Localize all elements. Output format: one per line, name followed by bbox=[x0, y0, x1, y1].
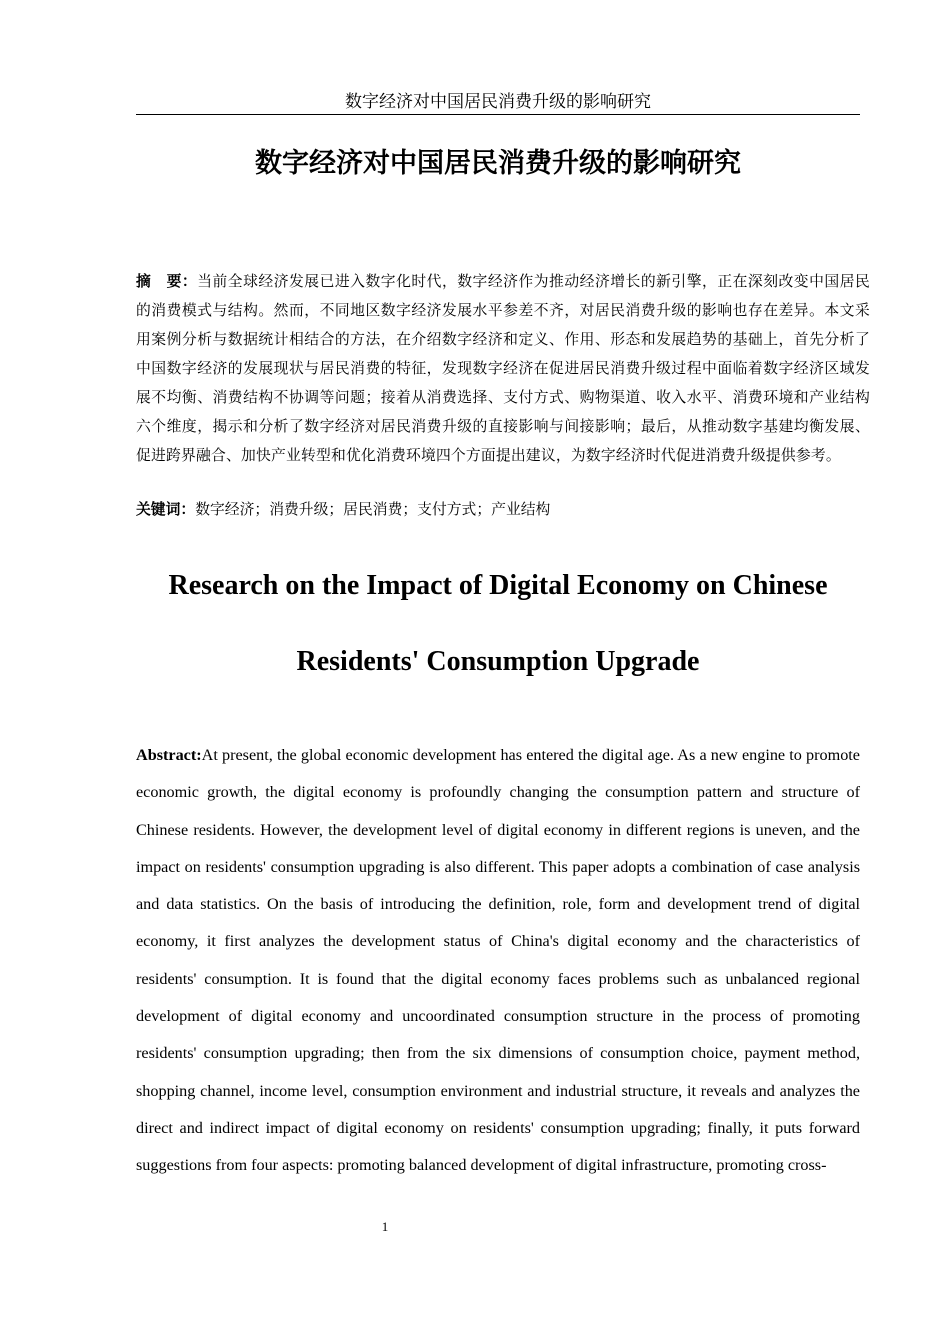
chinese-abstract bbox=[136, 267, 870, 470]
chinese-keywords bbox=[136, 498, 860, 522]
page-number: 1 bbox=[381, 1219, 389, 1234]
english-title-line2: Residents' Consumption Upgrade bbox=[296, 646, 700, 677]
chinese-keywords-label: 关键词： bbox=[136, 501, 196, 518]
english-abstract-label: Abstract: bbox=[136, 746, 202, 764]
english-abstract-text: At present, the global economic development has entered the digital age. As a new engine to promote economic growth, the digital economy is profoundly changing the consumption pattern and structure of Chinese residents. However, the development level of digital economy in different regions is uneven, and the impact on residents' consumption upgrading is also different. This paper adopts a combination of case analysis and data statistics. On the basis of introducing the definition, role, form and development trend of digital economy, it first analyzes the development status of China's digital economy and the characteristics of residents' consumption. It is found that the digital economy faces problems such as unbalanced regional development of digital economy and uncoordinated consumption structure in the process of promoting residents' consumption upgrading; then from the six dimensions of consumption choice, payment method, shopping channel, income level, consumption environment and industrial structure, it reveals and analyzes the direct and indirect impact of digital economy on residents' consumption upgrading; finally, it puts forward suggestions from four aspects: promoting balanced development of digital infrastructure, promoting cross- bbox=[136, 746, 860, 1175]
running-header: 数字经济对中国居民消费升级的影响研究 bbox=[136, 90, 860, 115]
english-title-line1: Research on the Impact of Digital Economy on Chinese bbox=[168, 570, 828, 601]
chinese-abstract-label: 摘 要： bbox=[136, 273, 198, 290]
chinese-title: 数字经济对中国居民消费升级的影响研究 bbox=[255, 148, 741, 179]
chinese-abstract-text: 当前全球经济发展已进入数字化时代，数字经济作为推动经济增长的新引擎，正在深刻改变中国居民的消费模式与结构。然而，不同地区数字经济发展水平参差不齐，对居民消费升级的影响也存在差异。本文采用案例分析与数据统计相结合的方法，在介绍数字经济和定义、作用、形态和发展趋势的基础上，首先分析了中国数字经济的发展现状与居民消费的特征，发现数字经济在促进居民消费升级过程中面临着数字经济区域发展不均衡、消费结构不协调等问题；接着从消费选择、支付方式、购物渠道、收入水平、消费环境和产业结构六个维度，揭示和分析了数字经济对居民消费升级的直接影响与间接影响；最后，从推动数字基建均衡发展、促进跨界融合、加快产业转型和优化消费环境四个方面提出建议，为数字经济时代促进消费升级提供参考。 bbox=[136, 273, 870, 464]
english-abstract bbox=[136, 737, 860, 1185]
chinese-keywords-text: 数字经济；消费升级；居民消费；支付方式；产业结构 bbox=[195, 501, 551, 518]
